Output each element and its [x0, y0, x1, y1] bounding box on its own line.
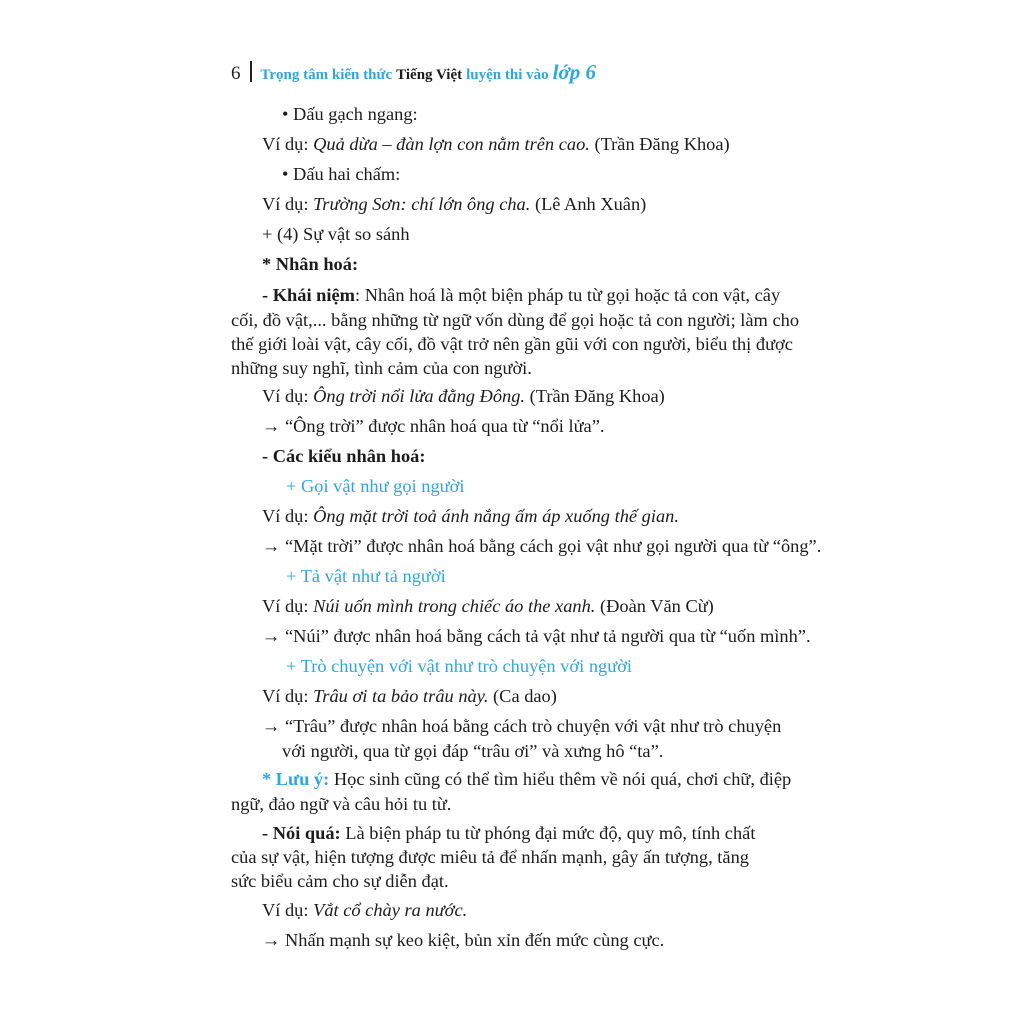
section-heading: - Các kiểu nhân hoá:: [262, 446, 426, 466]
explanation-line: → “Mặt trời” được nhân hoá bằng cách gọi vật như gọi người qua từ “ông”.: [262, 536, 822, 556]
paragraph-line: thế giới loài vật, cây cối, đồ vật trở nên gần gũi với con người, biểu thị được: [231, 334, 793, 354]
paragraph-line: cối, đồ vật,... bằng những từ ngữ vốn dùng để gọi hoặc tả con người; làm cho: [231, 310, 800, 330]
bullet-dash: • Dấu gạch ngang:: [282, 104, 418, 124]
example-label: Ví dụ:: [262, 686, 314, 706]
term-text: Là biện pháp tu từ phóng đại mức độ, quy mô, tính chất: [340, 823, 756, 843]
example-label: Ví dụ:: [262, 134, 314, 154]
note-line: [262, 768, 791, 790]
example-source: (Trần Đăng Khoa): [525, 386, 665, 406]
example-text: Trường Sơn: chí lớn ông cha.: [313, 194, 531, 214]
section-heading: * Nhân hoá:: [262, 254, 359, 274]
example-label: Ví dụ:: [262, 506, 314, 526]
paragraph-line: sức biểu cảm cho sự diễn đạt.: [231, 871, 449, 891]
subtype-heading: + Trò chuyện với vật như trò chuyện với người: [286, 656, 633, 676]
paragraph-line: ngữ, đảo ngữ và câu hỏi tu từ.: [231, 794, 452, 814]
running-header: [231, 58, 596, 85]
example-label: Ví dụ:: [262, 596, 314, 616]
term-text: : Nhân hoá là một biện pháp tu từ gọi hoặc tả con vật, cây: [354, 285, 781, 305]
example-text: Trâu ơi ta bảo trâu này.: [313, 686, 489, 706]
example-text: Quả dừa – đàn lợn con nằm trên cao.: [313, 134, 590, 154]
subtype-heading: + Tả vật như tả người: [286, 566, 446, 586]
example-source: (Trần Đăng Khoa): [589, 134, 730, 154]
explanation-line: → “Núi” được nhân hoá bằng cách tả vật như tả người qua từ “uốn mình”.: [262, 626, 811, 646]
header-title-part4: lớp 6: [552, 60, 596, 84]
example-text: Ông mặt trời toả ánh nắng ấm áp xuống thế gian.: [313, 506, 679, 526]
example-text: Ông trời nổi lửa đằng Đông.: [313, 386, 526, 406]
bullet-colon: • Dấu hai chấm:: [282, 164, 401, 184]
header-title-part3: luyện thi vào: [466, 67, 549, 83]
example-line: [262, 133, 730, 155]
page-number: 6: [231, 63, 241, 84]
list-item: + (4) Sự vật so sánh: [262, 224, 410, 244]
example-line: [262, 193, 646, 215]
term-label: - Nói quá:: [262, 823, 341, 843]
header-divider: [250, 61, 252, 82]
term-label: - Khái niệm: [262, 285, 355, 305]
explanation-line: → Nhấn mạnh sự keo kiệt, bủn xỉn đến mức cùng cực.: [262, 930, 665, 950]
example-source: (Ca dao): [488, 686, 557, 706]
example-label: Ví dụ:: [262, 900, 314, 920]
example-line: [262, 685, 557, 707]
paragraph-line: [262, 822, 755, 844]
example-label: Ví dụ:: [262, 386, 314, 406]
example-line: [262, 595, 714, 617]
subtype-heading: + Gọi vật như gọi người: [286, 476, 465, 496]
paragraph-line: [262, 284, 780, 306]
note-text: Học sinh cũng có thể tìm hiểu thêm về nói quá, chơi chữ, điệp: [329, 769, 792, 789]
paragraph-line: của sự vật, hiện tượng được miêu tả để nhấn mạnh, gây ấn tượng, tăng: [231, 847, 749, 867]
header-title-part1: Trọng tâm kiến thức: [260, 67, 393, 83]
paragraph-line: những suy nghĩ, tình cảm của con người.: [231, 358, 532, 378]
explanation-line: → “Trâu” được nhân hoá bằng cách trò chuyện với vật như trò chuyện: [262, 716, 782, 736]
example-source: (Đoàn Văn Cừ): [595, 596, 714, 616]
example-source: (Lê Anh Xuân): [530, 194, 647, 214]
example-label: Ví dụ:: [262, 194, 314, 214]
example-text: Núi uốn mình trong chiếc áo the xanh.: [313, 596, 596, 616]
explanation-line: → “Ông trời” được nhân hoá qua từ “nổi lửa”.: [262, 416, 605, 436]
note-label: * Lưu ý:: [262, 769, 330, 789]
example-line: [262, 899, 467, 921]
example-line: [262, 505, 679, 527]
explanation-line: với người, qua từ gọi đáp “trâu ơi” và xưng hô “ta”.: [282, 741, 664, 761]
header-title-part2: Tiếng Việt: [396, 67, 463, 83]
example-text: Vắt cổ chày ra nước.: [313, 900, 468, 920]
example-line: [262, 385, 665, 407]
